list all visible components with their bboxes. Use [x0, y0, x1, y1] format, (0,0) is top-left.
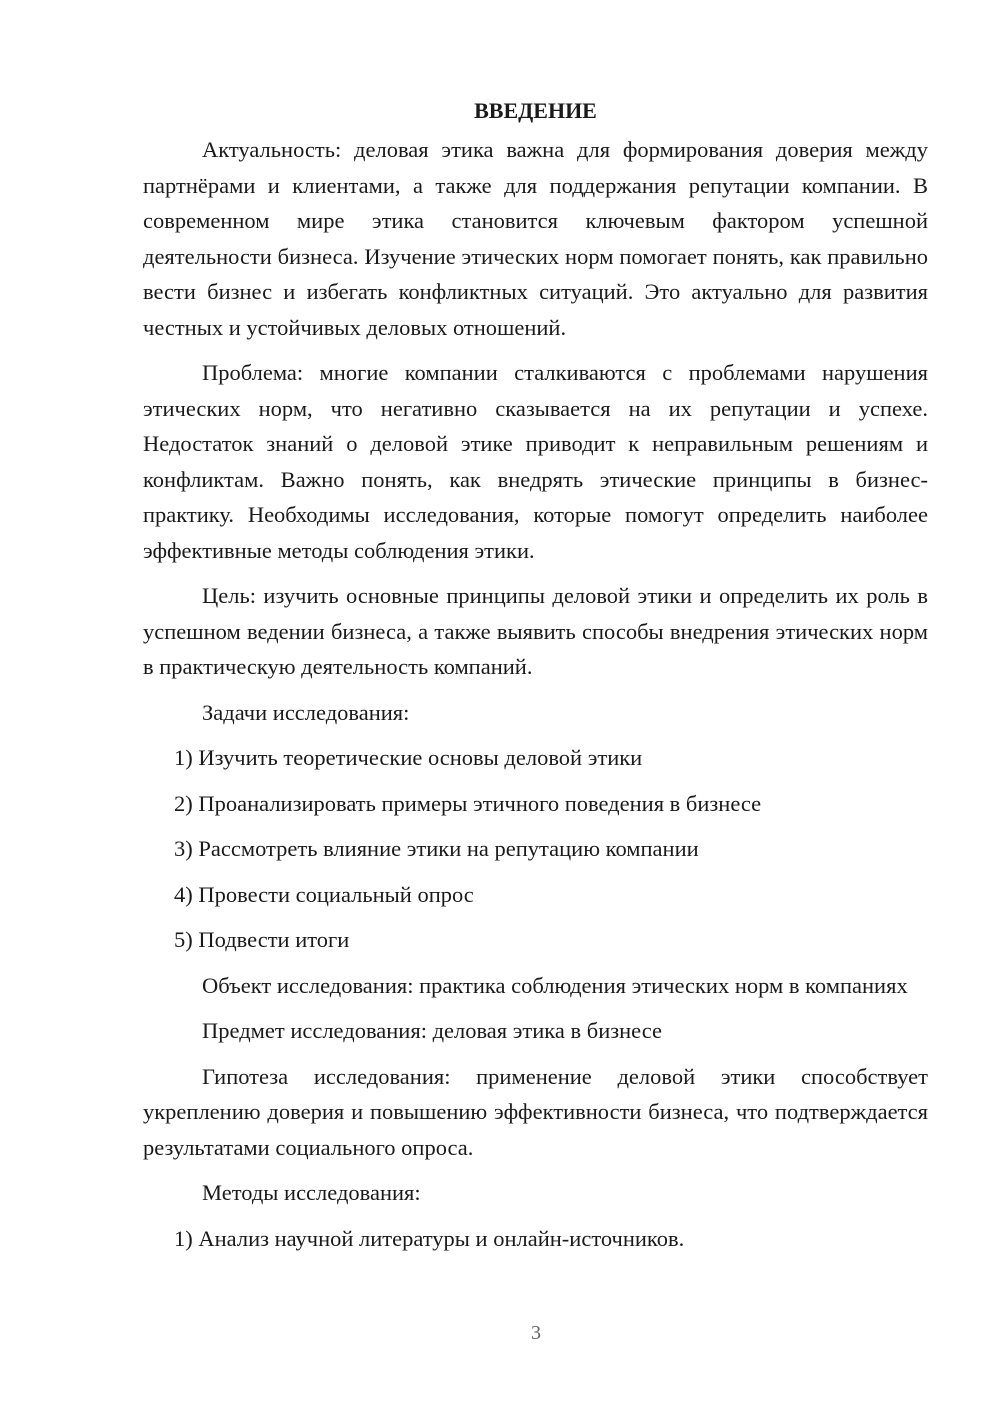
- hypothesis-paragraph: Гипотеза исследования: применение деловой этики способствует укреплению доверия и повышению эффективности бизнеса, что подтверждается результатами социального опроса.: [143, 1063, 928, 1160]
- subject-paragraph: Предмет исследования: деловая этика в бизнесе: [202, 1018, 662, 1043]
- list-item: 5) Подвести итоги: [174, 927, 350, 952]
- page-content: [143, 93, 928, 1266]
- problem-paragraph: Проблема: многие компании сталкиваются с проблемами нарушения этических норм, что негативно сказывается на их репутации и успехе. Недостаток знаний о деловой этике приводит к неправильным решениям и конфликтам. Важно понять, как внедрять этические принципы в бизнес-практику. Необходимы исследования, которые помогут определить наиболее эффективные методы соблюдения этики.: [143, 360, 928, 563]
- list-item: 1) Анализ научной литературы и онлайн-источников.: [174, 1225, 685, 1251]
- page-title: ВВЕДЕНИЕ: [474, 98, 597, 123]
- list-item: 3) Рассмотреть влияние этики на репутацию компании: [174, 836, 699, 861]
- object-paragraph: Объект исследования: практика соблюдения этических норм в компаниях: [202, 972, 908, 998]
- page-number: 3: [531, 1322, 541, 1344]
- list-item: 2) Проанализировать примеры этичного поведения в бизнесе: [174, 790, 762, 816]
- tasks-list: [143, 740, 928, 958]
- tasks-heading: Задачи исследования:: [202, 699, 410, 725]
- methods-heading: Методы исследования:: [202, 1180, 421, 1205]
- goal-paragraph: Цель: изучить основные принципы деловой этики и определить их роль в успешном ведении бизнеса, а также выявить способы внедрения этических норм в практическую деятельность компаний.: [143, 583, 928, 679]
- methods-list: [143, 1221, 928, 1257]
- list-item: 1) Изучить теоретические основы деловой этики: [174, 745, 643, 770]
- relevance-paragraph: Актуальность: деловая этика важна для формирования доверия между партнёрами и клиентами, а также для поддержания репутации компании. В современном мире этика становится ключевым фактором успешной деятельности бизнеса. Изучение этических норм помогает понять, как правильно вести бизнес и избегать конфликтных ситуаций. Это актуально для развития честных и устойчивых деловых отношений.: [143, 137, 928, 340]
- list-item: 4) Провести социальный опрос: [174, 881, 474, 907]
